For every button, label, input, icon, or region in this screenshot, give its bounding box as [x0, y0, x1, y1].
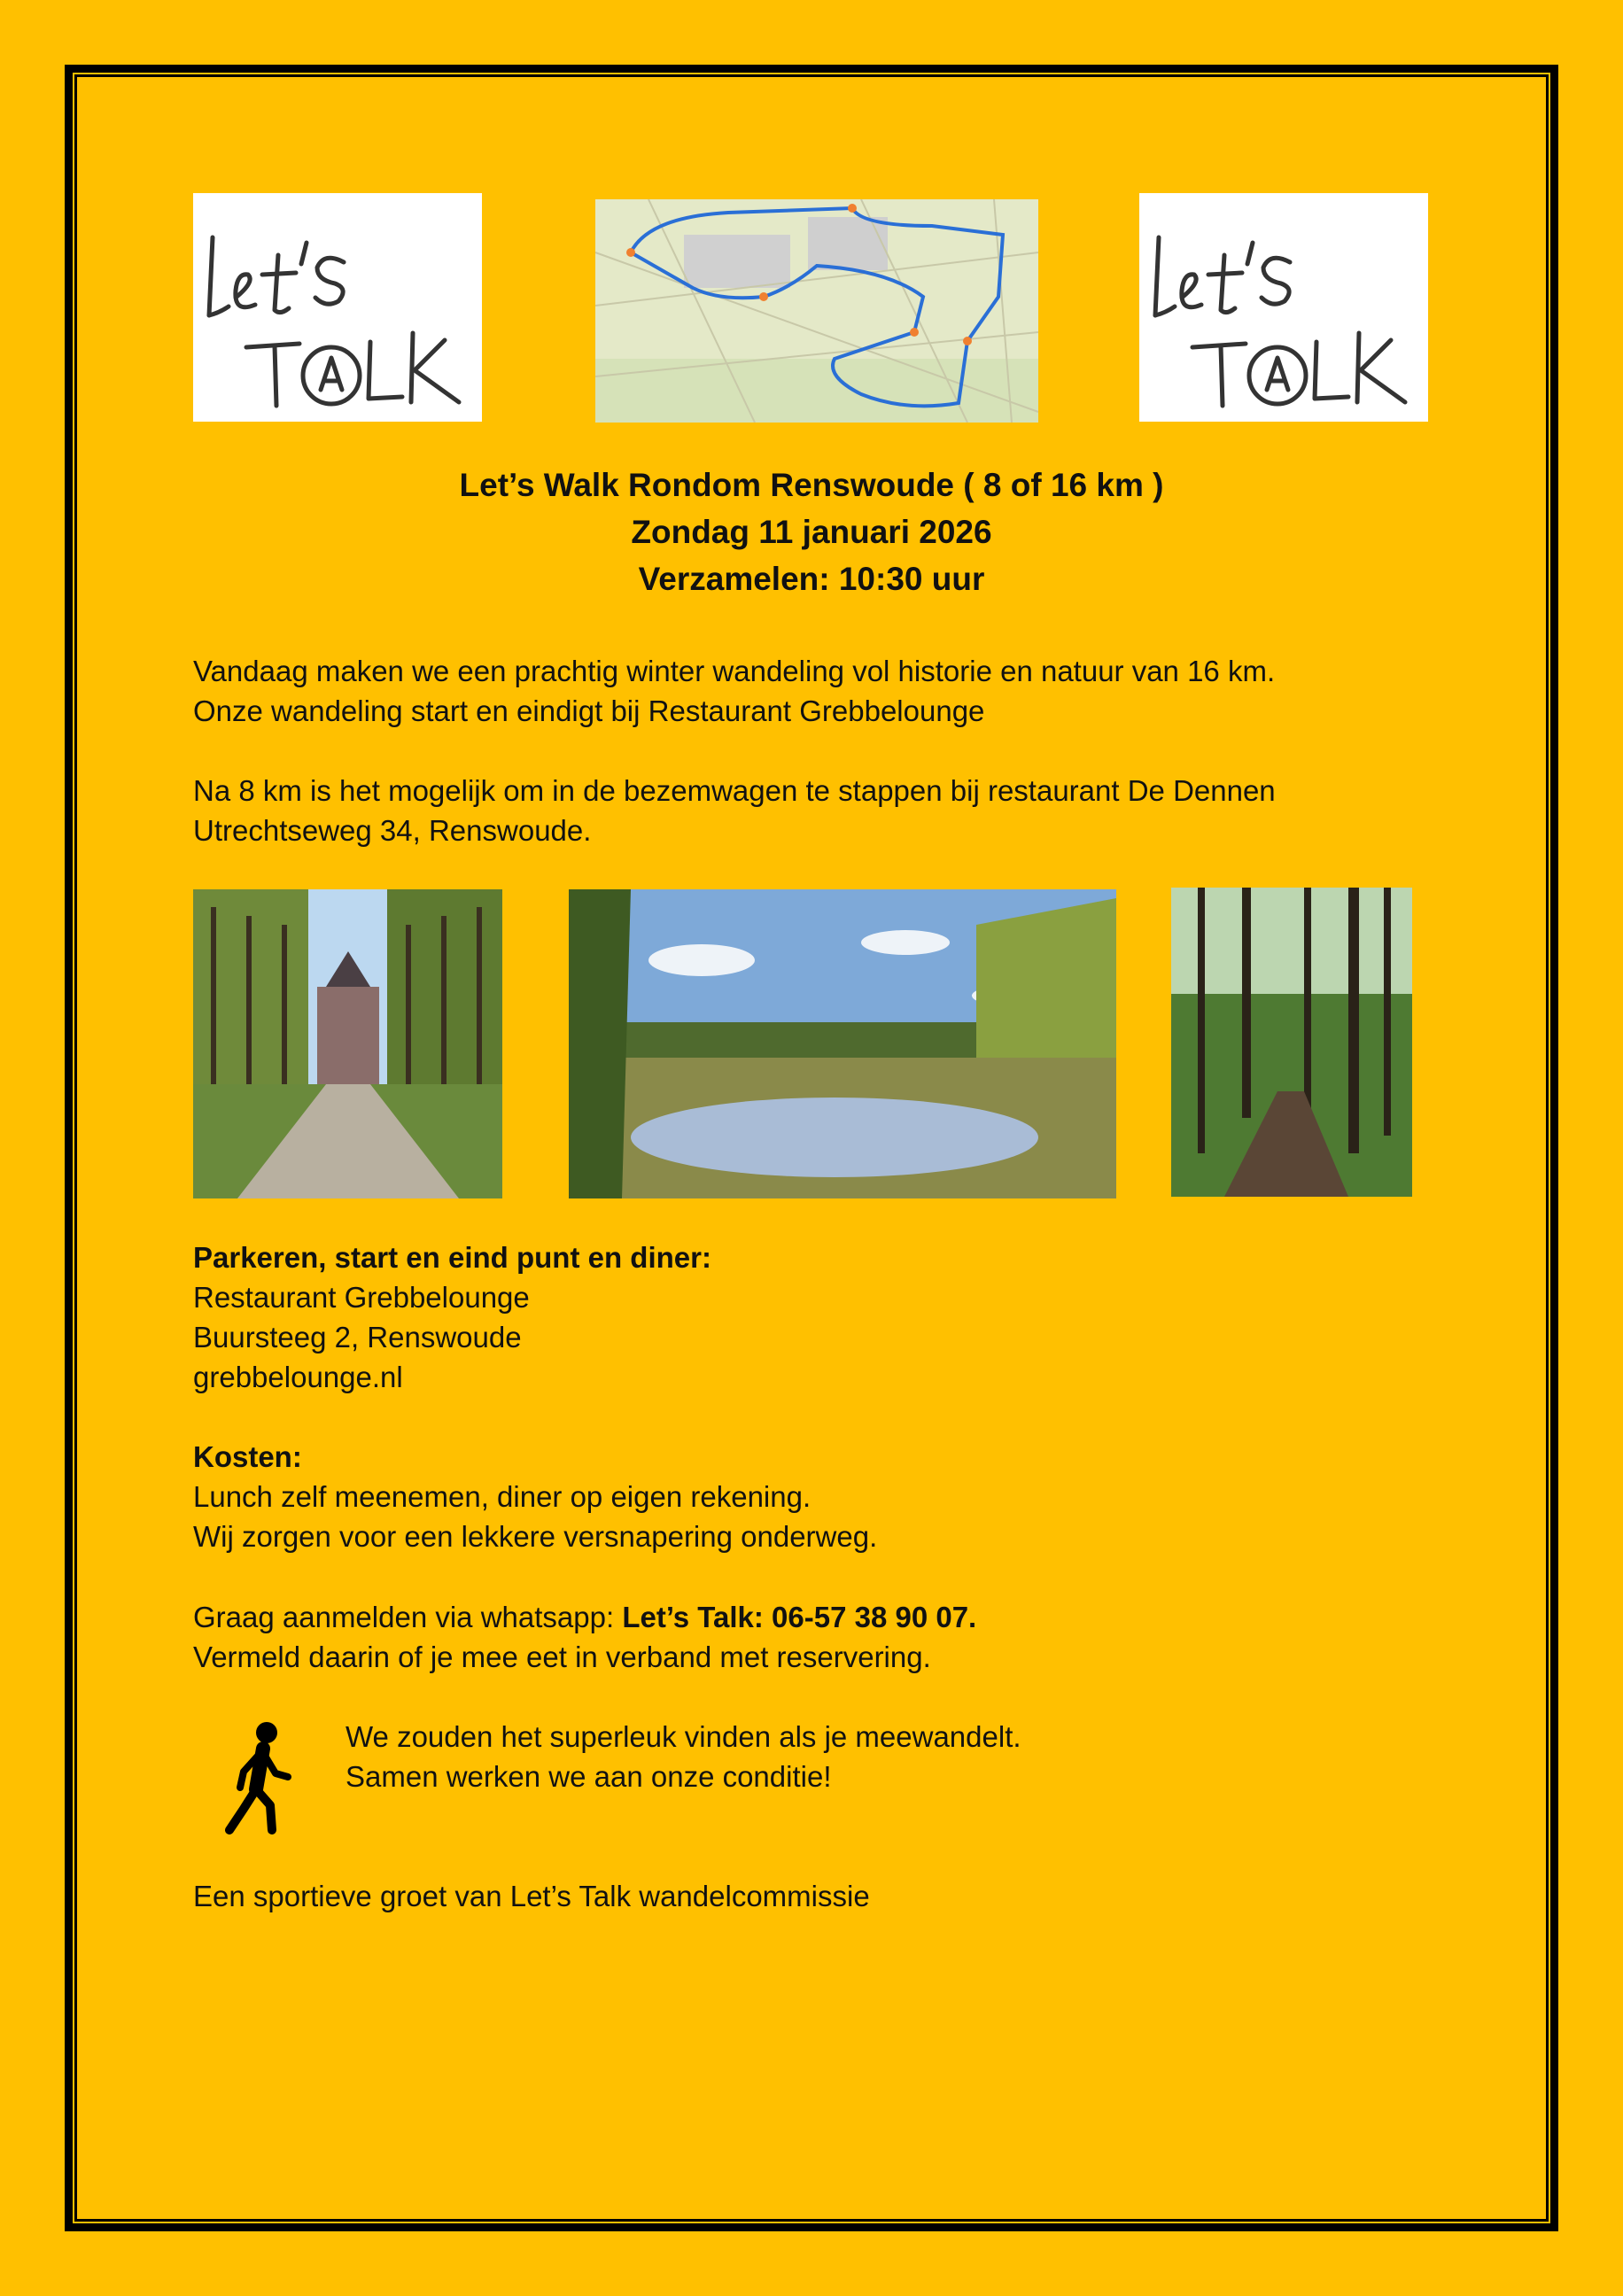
costs-section	[193, 1437, 877, 1556]
gathering-time: Verzamelen: 10:30 uur	[638, 561, 985, 597]
event-title: Let’s Walk Rondom Renswoude ( 8 of 16 km )	[459, 467, 1164, 503]
lets-talk-logo-icon	[1139, 193, 1428, 422]
restaurant-address: Buursteeg 2, Renswoude	[193, 1321, 522, 1354]
whatsapp-contact: Let’s Talk: 06-57 38 90 07.	[622, 1601, 977, 1633]
signoff-text: Een sportieve groet van Let’s Talk wandelcommissie	[193, 1880, 870, 1912]
forest-path-photo	[1171, 888, 1412, 1197]
intro-line-1: Vandaag maken we een prachtig winter wandeling vol historie en natuur van 16 km.	[193, 655, 1276, 687]
signoff	[193, 1876, 870, 1916]
lets-talk-logo-icon	[193, 193, 482, 422]
midpoint-line-1: Na 8 km is het mogelijk om in de bezemwagen te stappen bij restaurant De Dennen	[193, 774, 1276, 807]
costs-line-2: Wij zorgen voor een lekkere versnapering onderweg.	[193, 1520, 878, 1553]
closing-paragraph	[346, 1717, 1021, 1796]
parking-section	[193, 1237, 711, 1397]
signup-line-1	[193, 1597, 976, 1637]
castle-avenue-photo	[193, 889, 502, 1198]
closing-line-1: We zouden het superleuk vinden als je meewandelt.	[346, 1720, 1021, 1753]
lets-talk-logo-left	[193, 193, 482, 422]
costs-label: Kosten:	[193, 1440, 302, 1473]
closing-line-2: Samen werken we aan onze conditie!	[346, 1760, 832, 1793]
intro-paragraph	[193, 651, 1275, 731]
restaurant-name: Restaurant Grebbelounge	[193, 1281, 530, 1314]
parking-label: Parkeren, start en eind punt en diner:	[193, 1241, 711, 1274]
signup-section	[193, 1597, 976, 1677]
event-date: Zondag 11 januari 2026	[631, 514, 992, 550]
costs-line-1: Lunch zelf meenemen, diner op eigen rekening.	[193, 1480, 812, 1513]
midpoint-line-2: Utrechtseweg 34, Renswoude.	[193, 814, 592, 847]
midpoint-paragraph	[193, 771, 1276, 850]
intro-line-2: Onze wandeling start en eindigt bij Restaurant Grebbelounge	[193, 694, 985, 727]
walking-person-icon	[217, 1720, 306, 1835]
restaurant-website-link[interactable]: grebbelounge.nl	[193, 1361, 403, 1393]
signup-line-2: Vermeld daarin of je mee eet in verband met reservering.	[193, 1641, 931, 1673]
heath-pond-photo	[569, 889, 1116, 1198]
route-map	[595, 199, 1038, 423]
signup-text: Graag aanmelden via whatsapp:	[193, 1601, 623, 1633]
lets-talk-logo-right	[1139, 193, 1428, 422]
